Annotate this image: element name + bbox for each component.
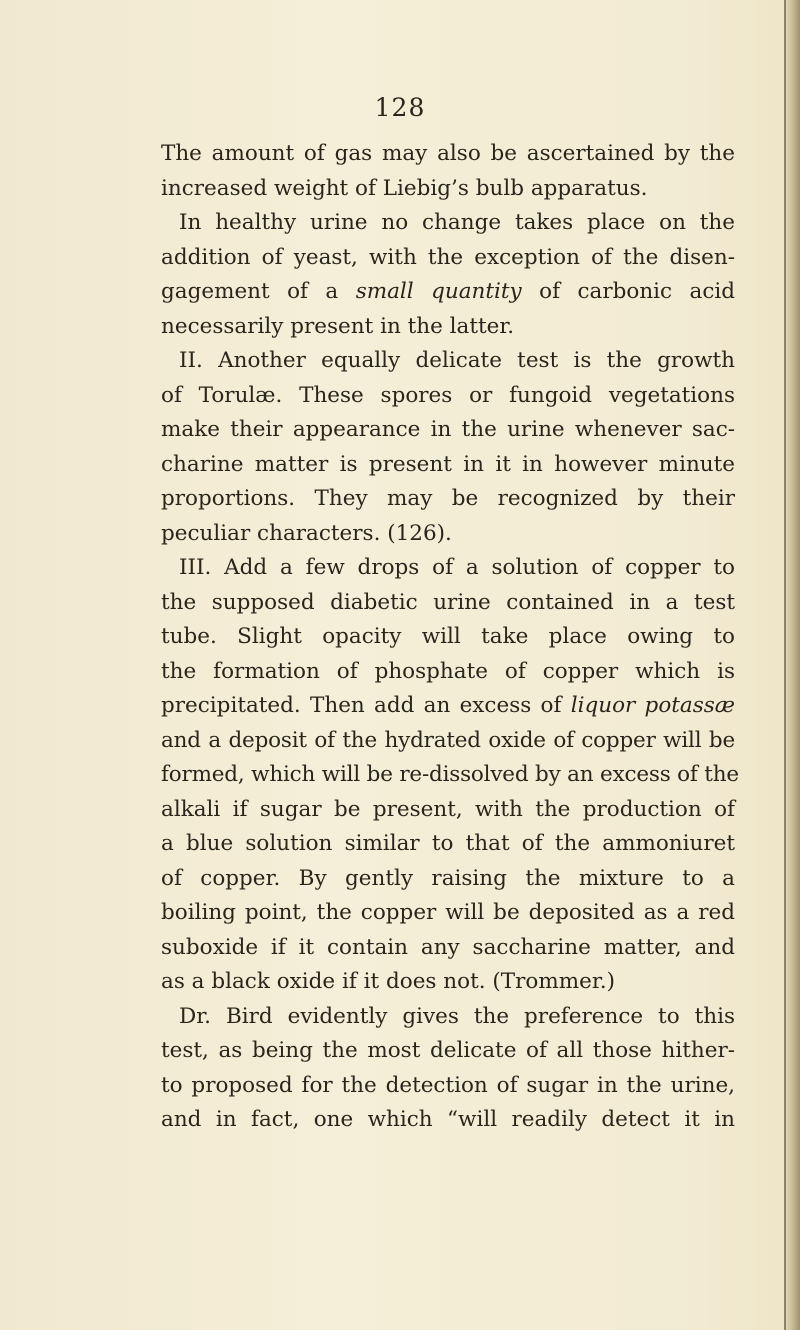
text-run: gagement of a: [161, 279, 356, 304]
text-line: test, as being the most delicate of all those hither-: [161, 1038, 735, 1063]
italic-phrase: liquor potassæ: [570, 693, 735, 718]
text-run: of carbonic acid: [521, 279, 736, 304]
text-line: make their appearance in the urine whenever sac-: [161, 417, 735, 442]
text-line: [161, 689, 735, 724]
text-line: of copper. By gently raising the mixture to a: [161, 865, 735, 891]
text-line: and a deposit of the hydrated oxide of copper will be: [161, 727, 735, 753]
text-line: suboxide if it contain any saccharine matter, and: [161, 934, 735, 960]
text-line: of Torulæ. These spores or fungoid vegetations: [161, 382, 735, 408]
text-line: The amount of gas may also be ascertained by the: [161, 141, 735, 166]
text-line: a blue solution similar to that of the ammoniuret: [161, 831, 735, 856]
text-line: to proposed for the detection of sugar in the urine,: [161, 1072, 735, 1098]
text-line: Dr. Bird evidently gives the preference to this: [179, 1003, 735, 1029]
text-line: alkali if sugar be present, with the production of: [161, 796, 735, 822]
text-run: precipitated. Then add an excess of: [161, 693, 571, 718]
body-text: [161, 137, 739, 1138]
text-line: the supposed diabetic urine contained in a test: [161, 589, 735, 615]
text-line: II. Another equally delicate test is the growth: [179, 348, 735, 373]
page-binding-edge: [784, 0, 800, 1330]
text-line: formed, which will be re-dissolved by an excess of the: [161, 762, 739, 787]
text-line: tube. Slight opacity will take place owing to: [161, 624, 735, 649]
text-line: and in fact, one which “will readily detect it in: [161, 1107, 735, 1132]
text-line: the formation of phosphate of copper which is: [161, 658, 735, 684]
text-line: as a black oxide if it does not. (Trommer.): [161, 969, 615, 994]
page-gutter-line: [784, 0, 786, 1330]
text-line: proportions. They may be recognized by their: [161, 486, 735, 511]
text-line: In healthy urine no change takes place on the: [179, 210, 735, 235]
text-line: charine matter is present in it in however minute: [161, 451, 735, 477]
text-line: addition of yeast, with the exception of the disen-: [161, 244, 735, 270]
text-line: [161, 275, 735, 310]
italic-phrase: small quantity: [355, 279, 522, 304]
text-line: increased weight of Liebig’s bulb apparatus.: [161, 175, 648, 201]
text-line: necessarily present in the latter.: [161, 313, 515, 339]
text-line: III. Add a few drops of a solution of copper to: [179, 555, 735, 580]
text-line: boiling point, the copper will be deposited as a red: [161, 900, 735, 925]
page-number: 128: [374, 93, 426, 122]
text-line: peculiar characters. (126).: [161, 520, 452, 546]
